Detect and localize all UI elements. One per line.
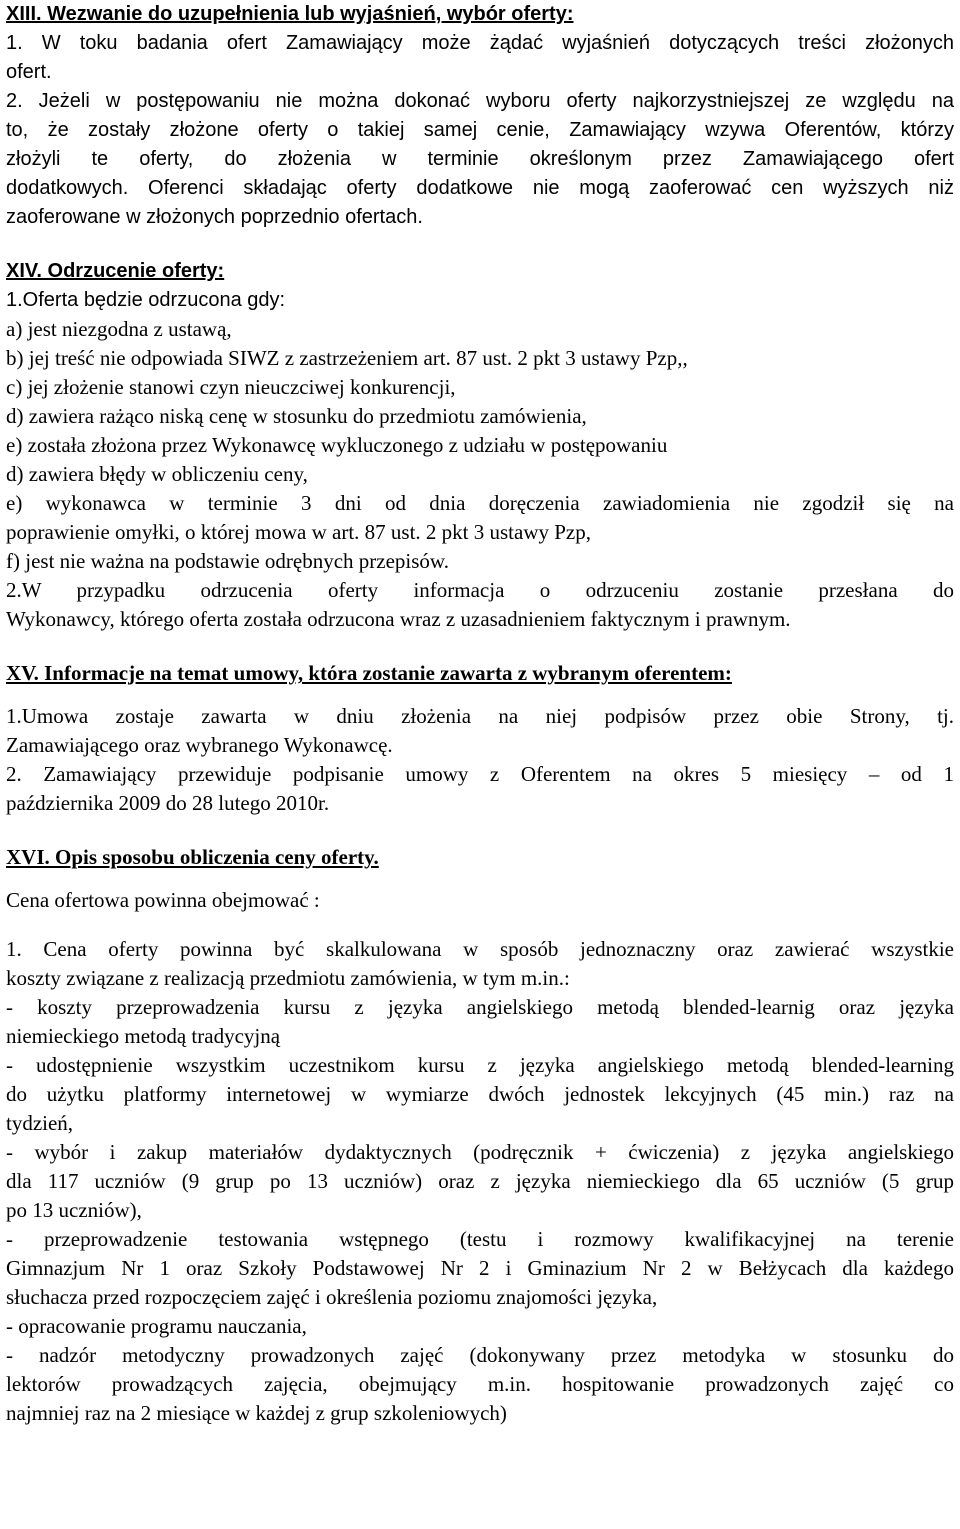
text-line: a) jest niezgodna z ustawą,: [6, 317, 232, 341]
text-line: zaoferowane w złożonych poprzednio ofertach.: [6, 206, 423, 228]
text-line: b) jej treść nie odpowiada SIWZ z zastrzeżeniem art. 87 ust. 2 pkt 3 ustawy Pzp,,: [6, 346, 688, 370]
text-line: 2. Zamawiający przewiduje podpisanie umowy z Oferentem na okres 5 miesięcy – od 1: [6, 762, 954, 786]
text-line: poprawienie omyłki, o której mowa w art. 87 ust. 2 pkt 3 ustawy Pzp,: [6, 520, 591, 544]
text-line: 2. Jeżeli w postępowaniu nie można dokonać wyboru oferty najkorzystniejszej ze względu na: [6, 90, 954, 112]
text-line: f) jest nie ważna na podstawie odrębnych przepisów.: [6, 549, 449, 573]
text-line: 1.Umowa zostaje zawarta w dniu złożenia na niej podpisów przez obie Strony, tj.: [6, 704, 954, 728]
text-line: c) jej złożenie stanowi czyn nieuczciwej konkurencji,: [6, 375, 456, 399]
text-line: d) zawiera rażąco niską cenę w stosunku do przedmiotu zamówienia,: [6, 404, 587, 428]
text-line: Gimnazjum Nr 1 oraz Szkoły Podstawowej Nr 2 i Gminazium Nr 2 w Bełżycach dla każdego: [6, 1256, 954, 1280]
text-line: - wybór i zakup materiałów dydaktycznych (podręcznik + ćwiczenia) z języka angielskiego: [6, 1140, 954, 1164]
text-line: - koszty przeprowadzenia kursu z języka angielskiego metodą blended-learnig oraz języka: [6, 995, 954, 1019]
section-heading: XV. Informacje na temat umowy, która zostanie zawarta z wybranym oferentem:: [6, 661, 732, 685]
section-heading: XIV. Odrzucenie oferty:: [6, 260, 225, 282]
intro-line: Cena ofertowa powinna obejmować :: [6, 888, 320, 912]
text-line: października 2009 do 28 lutego 2010r.: [6, 791, 330, 815]
section-heading: XVI. Opis sposobu obliczenia ceny oferty.: [6, 845, 379, 869]
text-line: to, że zostały złożone oferty o takiej samej cenie, Zamawiający wzywa Oferentów, którzy: [6, 119, 954, 141]
text-line: Zamawiającego oraz wybranego Wykonawcę.: [6, 733, 393, 757]
text-line: złożyli te oferty, do złożenia w terminie określonym przez Zamawiającego ofert: [6, 148, 954, 170]
text-line: 1. W toku badania ofert Zamawiający może żądać wyjaśnień dotyczących treści złożonych: [6, 32, 954, 54]
text-line: słuchacza przed rozpoczęciem zajęć i określenia poziomu znajomości języka,: [6, 1285, 658, 1309]
text-line: po 13 uczniów),: [6, 1198, 142, 1222]
text-line: - przeprowadzenie testowania wstępnego (testu i rozmowy kwalifikacyjnej na terenie: [6, 1227, 954, 1251]
section-xiv: [6, 257, 954, 634]
text-line: 1. Cena oferty powinna być skalkulowana w sposób jednoznaczny oraz zawierać wszystkie: [6, 937, 954, 961]
section-xvi: [6, 843, 954, 1428]
text-line: e) została złożona przez Wykonawcę wykluczonego z udziału w postępowaniu: [6, 433, 668, 457]
text-line: tydzień,: [6, 1111, 74, 1135]
text-line: niemieckiego metodą tradycyjną: [6, 1024, 281, 1048]
section-xv: [6, 659, 954, 818]
text-line: dla 117 uczniów (9 grup po 13 uczniów) oraz z języka niemieckiego dla 65 uczniów (5 grup: [6, 1169, 954, 1193]
section-heading: XIII. Wezwanie do uzupełnienia lub wyjaśnień, wybór oferty:: [6, 3, 574, 25]
text-line: - udostępnienie wszystkim uczestnikom kursu z języka angielskiego metodą blended-learning: [6, 1053, 954, 1077]
text-line: d) zawiera błędy w obliczeniu ceny,: [6, 462, 308, 486]
text-line: Wykonawcy, którego oferta została odrzucona wraz z uzasadnieniem faktycznym i prawnym.: [6, 607, 791, 631]
text-line: koszty związane z realizacją przedmiotu zamówienia, w tym m.in.:: [6, 966, 570, 990]
text-line: - opracowanie programu nauczania,: [6, 1314, 307, 1338]
text-line: - nadzór metodyczny prowadzonych zajęć (dokonywany przez metodyka w stosunku do: [6, 1343, 954, 1367]
text-line: e) wykonawca w terminie 3 dni od dnia doręczenia zawiadomienia nie zgodził się na: [6, 491, 954, 515]
text-line: najmniej raz na 2 miesiące w każdej z grup szkoleniowych): [6, 1401, 507, 1425]
text-line: dodatkowych. Oferenci składając oferty dodatkowe nie mogą zaoferować cen wyższych niż: [6, 177, 954, 199]
section-xiii: [6, 0, 954, 232]
text-line: 2.W przypadku odrzucenia oferty informacja o odrzuceniu zostanie przesłana do: [6, 578, 954, 602]
text-line: do użytku platformy internetowej w wymiarze dwóch jednostek lekcyjnych (45 min.) raz na: [6, 1082, 954, 1106]
text-line: 1.Oferta będzie odrzucona gdy:: [6, 289, 286, 311]
text-line: lektorów prowadzących zajęcia, obejmujący m.in. hospitowanie prowadzonych zajęć co: [6, 1372, 954, 1396]
text-line: ofert.: [6, 61, 52, 83]
